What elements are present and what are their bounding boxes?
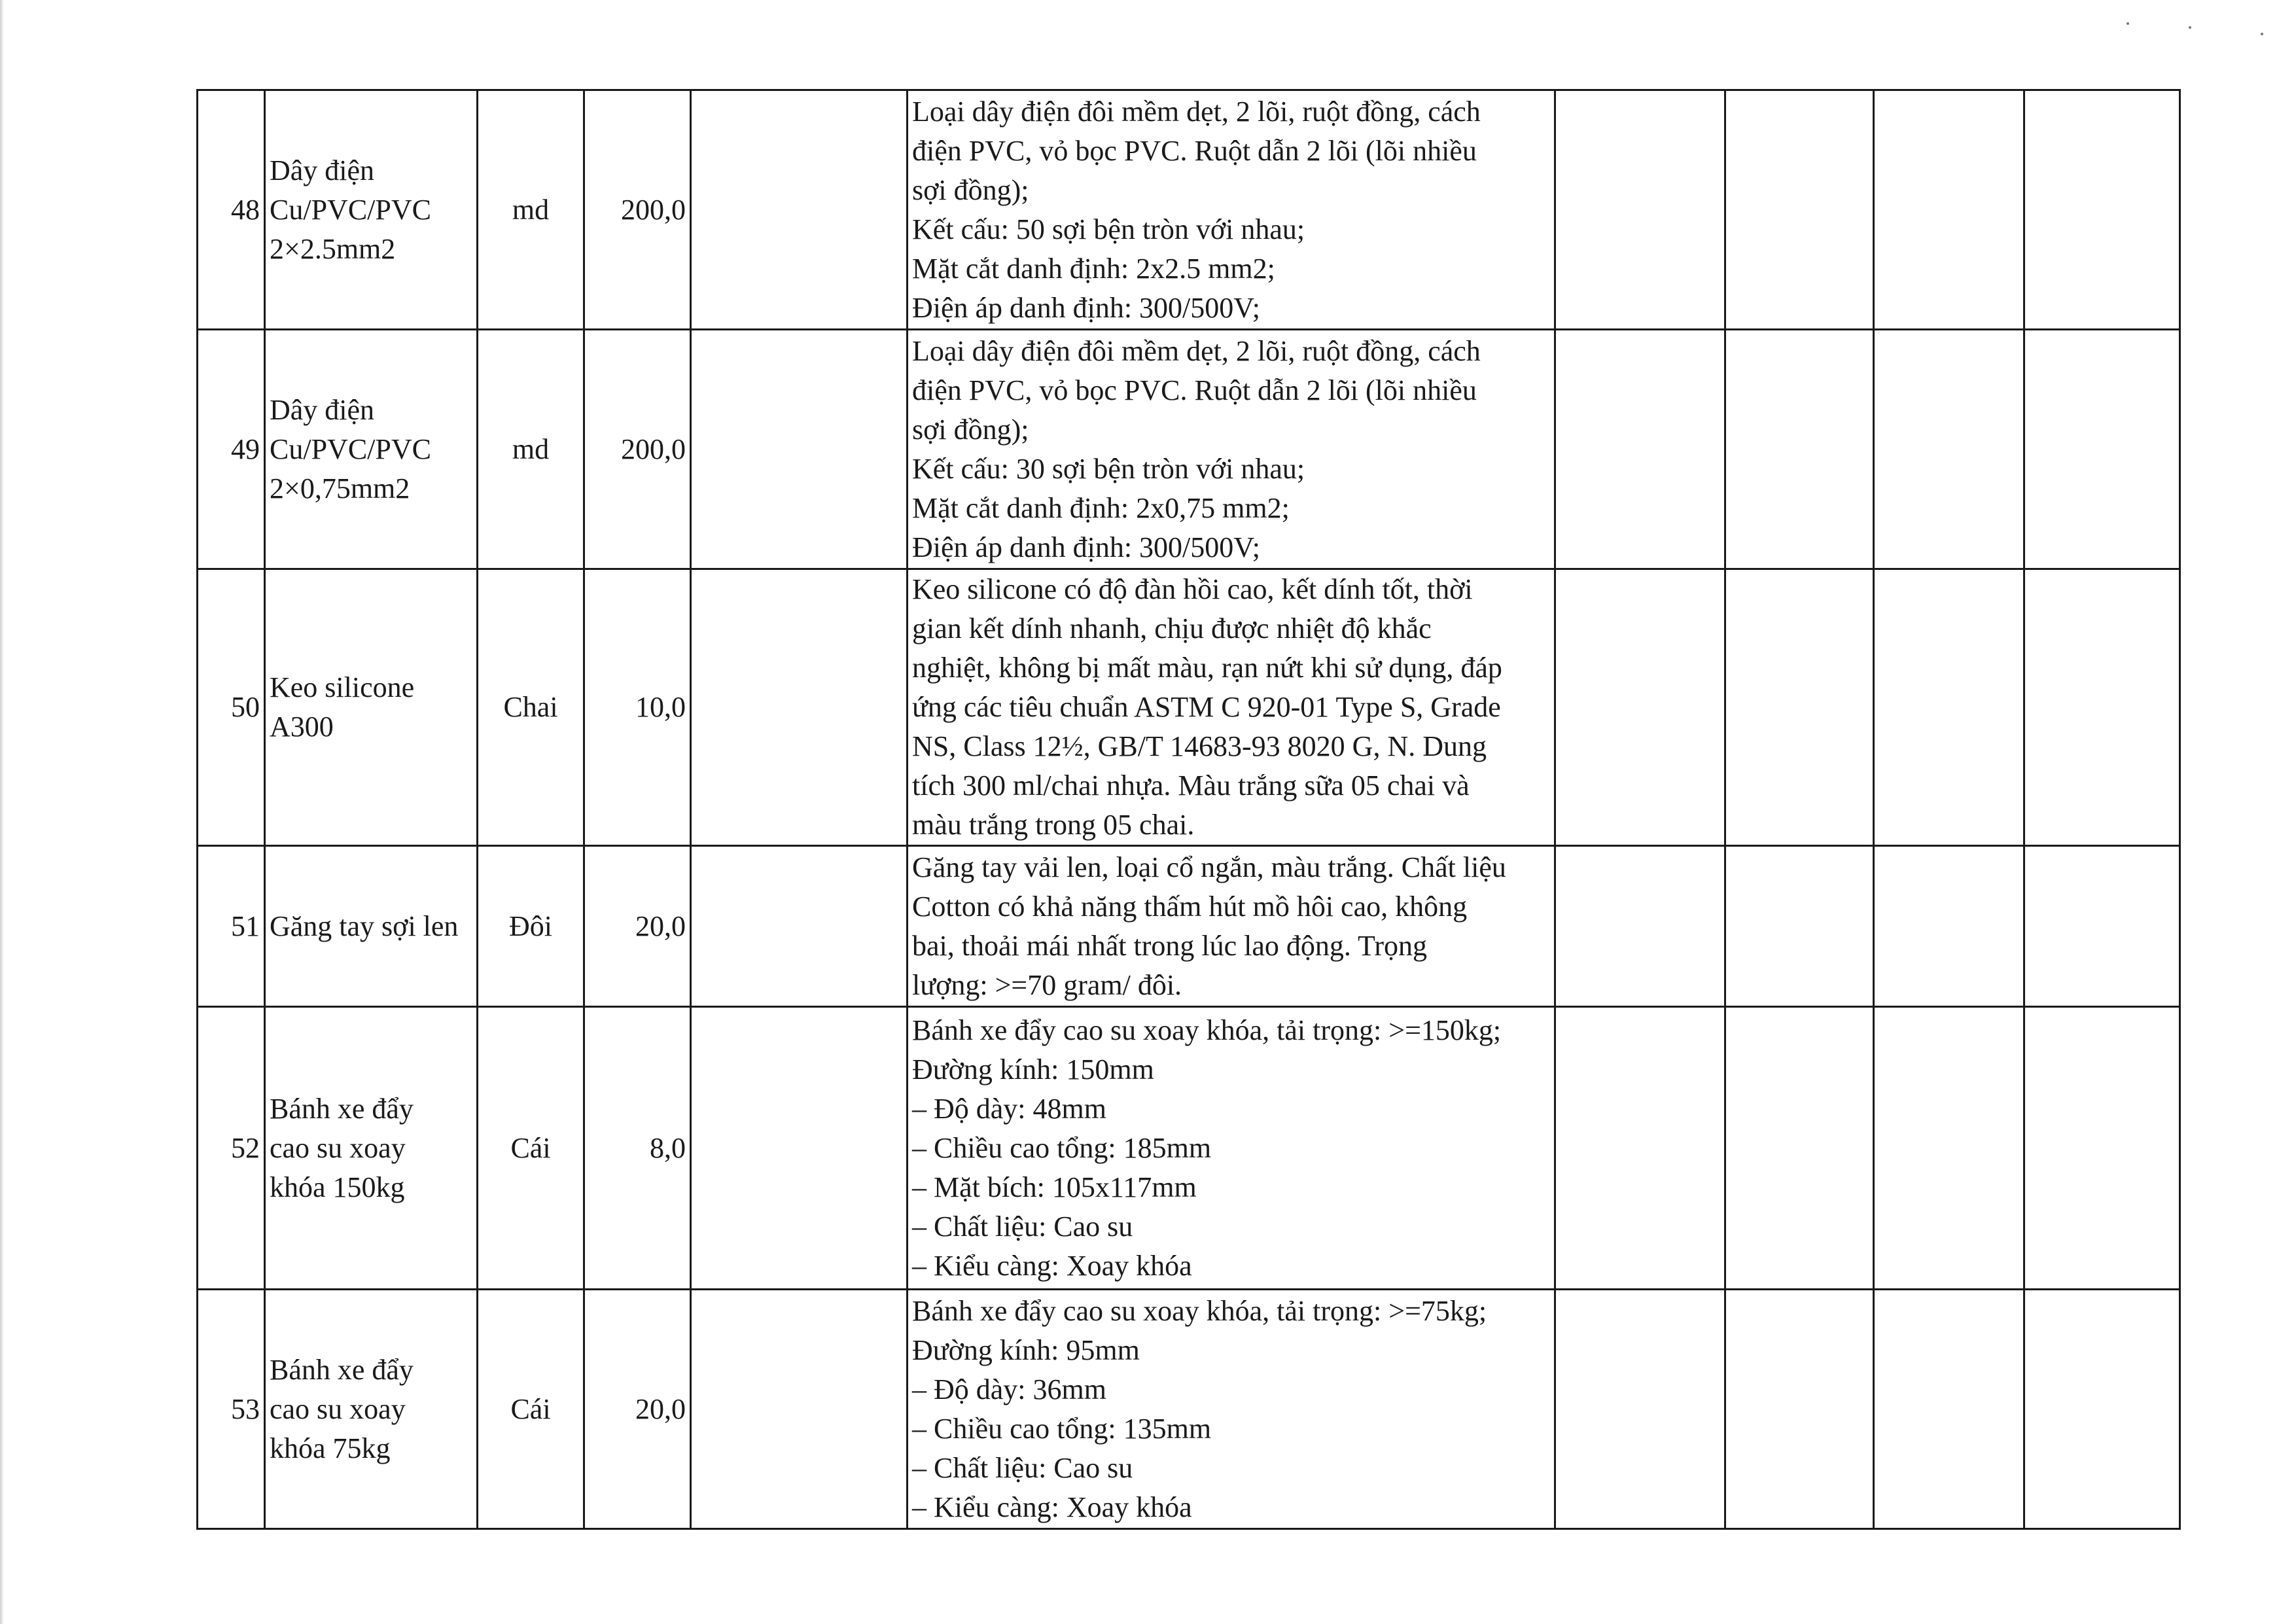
specification-line: nghiệt, không bị mất màu, rạn nứt khi sử dụng, đáp: [912, 652, 1502, 684]
specification-cell: [908, 569, 1555, 846]
specification-line: Kết cấu: 50 sợi bện tròn với nhau;: [912, 213, 1305, 245]
item-name-line: cao su xoay: [270, 1131, 406, 1164]
empty-cell: [1725, 846, 1874, 1007]
table-row: [198, 1290, 2180, 1529]
table-row: [198, 90, 2180, 330]
specification-line: ứng các tiêu chuẩn ASTM C 920-01 Type S, Grade: [912, 691, 1501, 723]
specification-line: Đường kính: 150mm: [912, 1053, 1154, 1086]
specification-line: – Chất liệu: Cao su: [912, 1451, 1133, 1484]
empty-cell: [1725, 1007, 1874, 1290]
specification-line: Loại dây điện đôi mềm dẹt, 2 lõi, ruột đồng, cách: [912, 334, 1481, 367]
specification-line: Kết cấu: 30 sợi bện tròn với nhau;: [912, 452, 1305, 485]
table-row: [198, 1007, 2180, 1290]
empty-cell: [2024, 330, 2180, 569]
item-name-cell: [265, 90, 478, 330]
specification-line: – Kiểu càng: Xoay khóa: [912, 1249, 1192, 1282]
specification-line: Bánh xe đẩy cao su xoay khóa, tải trọng: >=150kg;: [912, 1014, 1502, 1046]
empty-cell: [2024, 846, 2180, 1007]
item-number-cell: 48: [198, 90, 265, 330]
specification-cell: [908, 846, 1555, 1007]
specification-cell: [908, 1290, 1555, 1529]
item-name-line: A300: [270, 711, 334, 743]
empty-cell: [1874, 1007, 2024, 1290]
scan-speck: [2189, 26, 2191, 29]
empty-cell: [2024, 1290, 2180, 1529]
item-name-line: Dây điện: [270, 154, 375, 186]
item-name-line: khóa 150kg: [270, 1171, 405, 1203]
empty-cell: [1555, 1007, 1725, 1290]
item-name-cell: [265, 846, 478, 1007]
unit-cell: Chai: [478, 569, 584, 846]
quantity-cell: 20,0: [584, 846, 691, 1007]
empty-cell: [1555, 569, 1725, 846]
empty-cell: [691, 846, 908, 1007]
scan-speck: [2261, 33, 2263, 35]
quantity-cell: 20,0: [584, 1290, 691, 1529]
specification-line: Cotton có khả năng thấm hút mồ hôi cao, không: [912, 890, 1468, 923]
item-name-line: cao su xoay: [270, 1392, 406, 1425]
item-name-line: Cu/PVC/PVC: [270, 432, 431, 465]
empty-cell: [691, 569, 908, 846]
item-number-cell: 51: [198, 846, 265, 1007]
empty-cell: [1555, 1290, 1725, 1529]
item-name-line: khóa 75kg: [270, 1432, 391, 1464]
specification-line: Điện áp danh định: 300/500V;: [912, 291, 1260, 324]
unit-cell: md: [478, 90, 584, 330]
empty-cell: [691, 1007, 908, 1290]
empty-cell: [2024, 90, 2180, 330]
specification-line: gian kết dính nhanh, chịu được nhiệt độ khắc: [912, 612, 1432, 644]
specification-line: Bánh xe đẩy cao su xoay khóa, tải trọng: >=75kg;: [912, 1294, 1487, 1327]
specification-line: Keo silicone có độ đàn hồi cao, kết dính tốt, thời: [912, 573, 1473, 605]
empty-cell: [1874, 90, 2024, 330]
specification-line: – Chiều cao tổng: 135mm: [912, 1412, 1212, 1445]
item-number-cell: 50: [198, 569, 265, 846]
item-name-line: Găng tay sợi len: [270, 909, 459, 942]
unit-cell: md: [478, 330, 584, 569]
item-name-line: Bánh xe đẩy: [270, 1092, 414, 1125]
item-name-cell: [265, 569, 478, 846]
specification-line: điện PVC, vỏ bọc PVC. Ruột dẫn 2 lõi (lõi nhiều: [912, 134, 1477, 167]
item-name-line: Keo silicone: [270, 671, 415, 703]
empty-cell: [1725, 330, 1874, 569]
specification-line: – Độ dày: 36mm: [912, 1373, 1106, 1405]
specification-line: NS, Class 12½, GB/T 14683-93 8020 G, N. Dung: [912, 730, 1487, 762]
specification-line: Điện áp danh định: 300/500V;: [912, 531, 1260, 563]
empty-cell: [1725, 569, 1874, 846]
scan-edge-shadow: [0, 0, 4, 1624]
item-number-cell: 53: [198, 1290, 265, 1529]
specification-cell: [908, 90, 1555, 330]
empty-cell: [1725, 1290, 1874, 1529]
empty-cell: [1555, 330, 1725, 569]
item-name-cell: [265, 1007, 478, 1290]
empty-cell: [691, 330, 908, 569]
empty-cell: [1725, 90, 1874, 330]
unit-cell: Cái: [478, 1290, 584, 1529]
unit-cell: Đôi: [478, 846, 584, 1007]
specification-line: – Mặt bích: 105x117mm: [912, 1171, 1197, 1203]
table-row: [198, 569, 2180, 846]
specification-line: bai, thoải mái nhất trong lúc lao động. Trọng: [912, 929, 1428, 962]
empty-cell: [1874, 1290, 2024, 1529]
empty-cell: [1874, 846, 2024, 1007]
item-number-cell: 52: [198, 1007, 265, 1290]
empty-cell: [2024, 1007, 2180, 1290]
specification-line: Mặt cắt danh định: 2x0,75 mm2;: [912, 491, 1290, 524]
quantity-cell: 8,0: [584, 1007, 691, 1290]
specification-line: Mặt cắt danh định: 2x2.5 mm2;: [912, 252, 1275, 285]
specification-line: tích 300 ml/chai nhựa. Màu trắng sữa 05 chai và: [912, 769, 1470, 802]
specification-line: sợi đồng);: [912, 413, 1029, 446]
empty-cell: [1555, 846, 1725, 1007]
item-name-line: Cu/PVC/PVC: [270, 193, 431, 226]
specification-line: – Chất liệu: Cao su: [912, 1210, 1133, 1243]
item-name-line: 2×0,75mm2: [270, 472, 410, 504]
item-name-line: Bánh xe đẩy: [270, 1353, 414, 1386]
quantity-cell: 200,0: [584, 90, 691, 330]
table-row: [198, 846, 2180, 1007]
table-row: [198, 330, 2180, 569]
specification-line: – Kiểu càng: Xoay khóa: [912, 1491, 1192, 1523]
specification-line: màu trắng trong 05 chai.: [912, 809, 1195, 841]
empty-cell: [1555, 90, 1725, 330]
specification-line: điện PVC, vỏ bọc PVC. Ruột dẫn 2 lõi (lõi nhiều: [912, 374, 1477, 406]
specification-cell: [908, 330, 1555, 569]
specification-line: – Chiều cao tổng: 185mm: [912, 1131, 1212, 1164]
specification-line: Đường kính: 95mm: [912, 1333, 1140, 1366]
scan-speck: [2126, 22, 2129, 25]
unit-cell: Cái: [478, 1007, 584, 1290]
item-number-cell: 49: [198, 330, 265, 569]
empty-cell: [691, 90, 908, 330]
specification-line: – Độ dày: 48mm: [912, 1092, 1106, 1125]
item-name-cell: [265, 1290, 478, 1529]
empty-cell: [691, 1290, 908, 1529]
specification-line: lượng: >=70 gram/ đôi.: [912, 968, 1182, 1001]
quantity-cell: 200,0: [584, 330, 691, 569]
item-name-line: 2×2.5mm2: [270, 232, 396, 265]
specification-line: Găng tay vải len, loại cổ ngắn, màu trắng. Chất liệu: [912, 851, 1506, 883]
quantity-cell: 10,0: [584, 569, 691, 846]
specification-cell: [908, 1007, 1555, 1290]
table-body: [198, 90, 2180, 1529]
specification-line: sợi đồng);: [912, 173, 1029, 206]
item-name-cell: [265, 330, 478, 569]
specification-line: Loại dây điện đôi mềm dẹt, 2 lõi, ruột đồng, cách: [912, 95, 1481, 128]
empty-cell: [2024, 569, 2180, 846]
empty-cell: [1874, 330, 2024, 569]
specification-table: [196, 89, 2181, 1530]
empty-cell: [1874, 569, 2024, 846]
item-name-line: Dây điện: [270, 393, 375, 426]
